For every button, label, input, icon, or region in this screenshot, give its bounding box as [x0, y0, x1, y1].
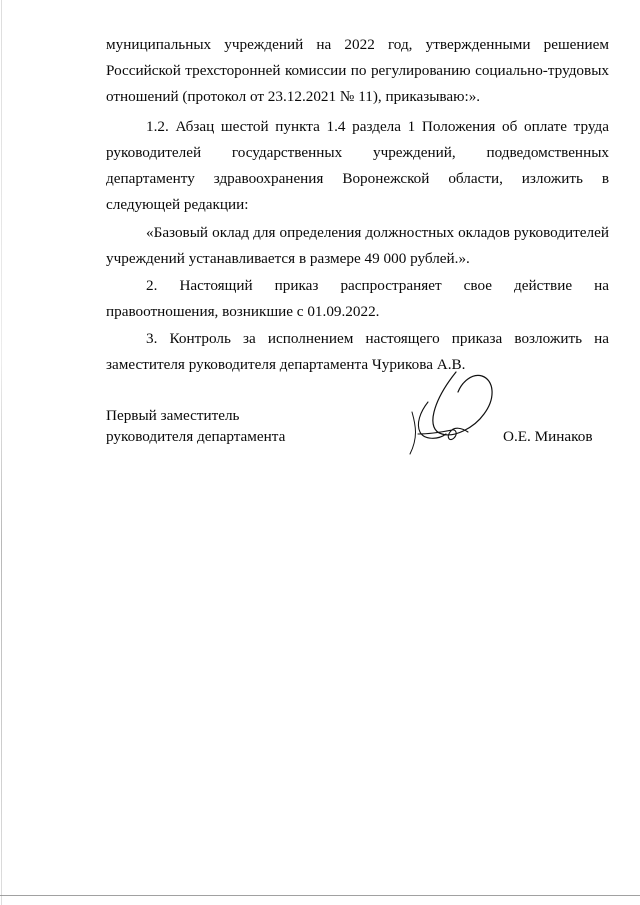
signatory-name: О.Е. Минаков — [503, 428, 593, 445]
paragraph-item-3-line-1: 3. Контроль за исполнением настоящего приказа возложить на — [146, 330, 609, 347]
paragraph-continuation-line-3: отношений (протокол от 23.12.2021 № 11), приказываю:». — [106, 88, 481, 105]
scan-edge-left — [1, 0, 2, 905]
paragraph-1-2-line-1: 1.2. Абзац шестой пункта 1.4 раздела 1 Положения об оплате труда — [146, 118, 609, 135]
signatory-position-line-2: руководителя департамента — [106, 428, 286, 445]
handwritten-signature — [398, 368, 498, 462]
paragraph-item-2-line-1: 2. Настоящий приказ распространяет свое действие на — [146, 277, 609, 294]
signatory-position-line-1: Первый заместитель — [106, 407, 240, 424]
paragraph-item-2-line-2: правоотношения, возникшие с 01.09.2022. — [106, 303, 380, 320]
paragraph-1-2-line-3: департаменту здравоохранения Воронежской области, изложить в — [106, 170, 609, 187]
signatory-position — [106, 405, 285, 447]
scan-edge-bottom — [0, 895, 640, 896]
paragraph-1-2-line-2: руководителей государственных учреждений, подведомственных — [106, 144, 609, 161]
paragraph-quote-line-2: учреждений устанавливается в размере 49 000 рублей.». — [106, 250, 470, 267]
paragraph-continuation-line-2: Российской трехсторонней комиссии по регулированию социально-трудовых — [106, 62, 609, 79]
paragraph-1-2-line-4: следующей редакции: — [106, 196, 249, 213]
paragraph-quote-line-1: «Базовый оклад для определения должностных окладов руководителей — [146, 224, 609, 241]
paragraph-continuation-line-1: муниципальных учреждений на 2022 год, утвержденными решением — [106, 36, 609, 53]
paragraph-item-3-line-2: заместителя руководителя департамента Чурикова А.В. — [106, 356, 466, 373]
